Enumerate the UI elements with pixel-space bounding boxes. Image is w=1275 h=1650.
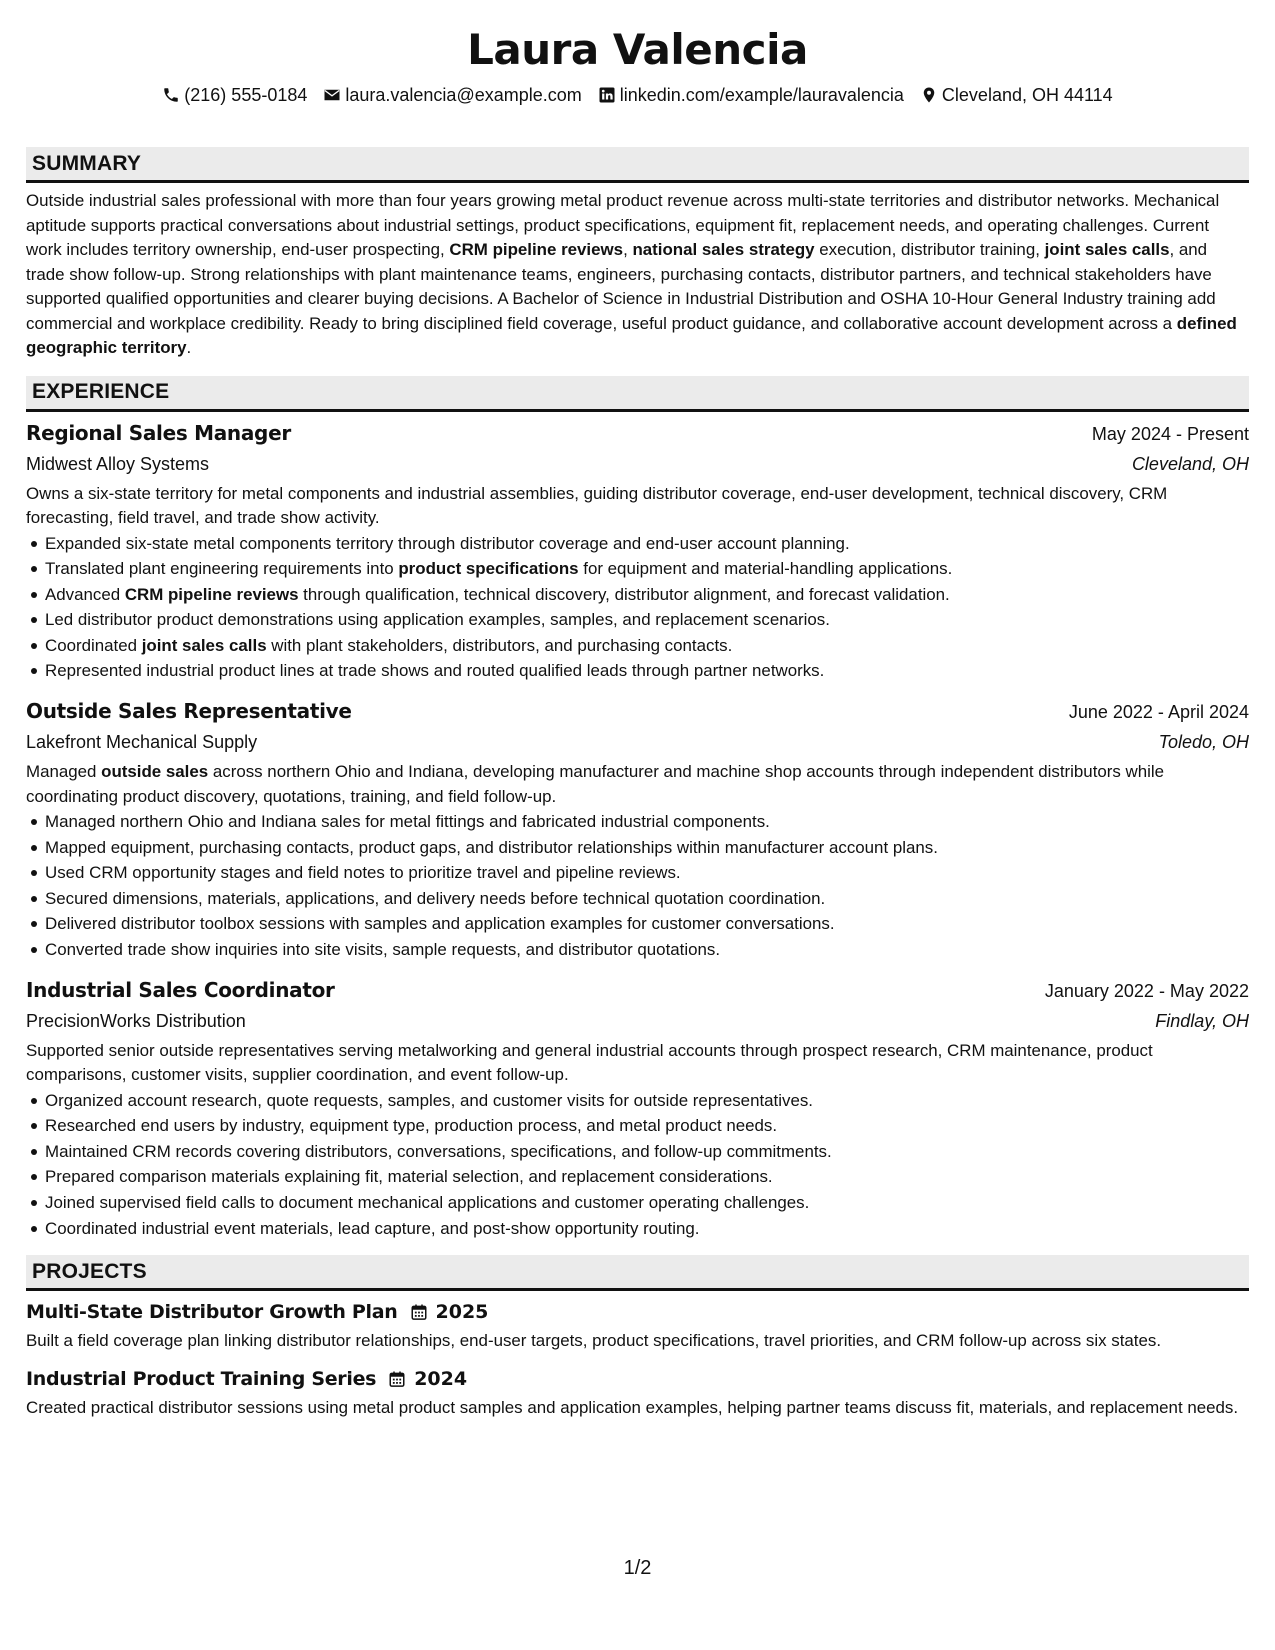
job-title-row — [26, 418, 1249, 449]
job-entry — [26, 696, 1249, 963]
bold-keyword: national sales strategy — [632, 240, 815, 259]
job-company-row — [26, 449, 1249, 479]
project-description: Created practical distributor sessions using metal product samples and application examples, helping partner teams discuss fit, materials, and replacement needs. — [26, 1397, 1239, 1417]
projects-section — [26, 1255, 1249, 1420]
bullet-item — [45, 937, 1249, 963]
text-segment: Managed northern Ohio and Indiana sales for metal fittings and fabricated industrial components. — [45, 812, 770, 832]
summary-section — [26, 147, 1249, 361]
text-segment: for equipment and material-handling applications. — [578, 559, 953, 579]
text-segment: Delivered distributor toolbox sessions with samples and application examples for customer conversations. — [45, 914, 835, 934]
job-title: Regional Sales Manager — [26, 420, 291, 445]
calendar-icon — [410, 1303, 428, 1321]
candidate-name: Laura Valencia — [467, 25, 808, 74]
bullet-item — [45, 1139, 1249, 1165]
job-description — [26, 760, 1249, 809]
bullet-item — [45, 1088, 1249, 1114]
text-segment: Coordinated industrial event materials, lead capture, and post-show opportunity routing. — [45, 1218, 700, 1238]
text-segment: Maintained CRM records covering distributors, conversations, specifications, and follow-up commitments. — [45, 1141, 832, 1161]
text-segment: Prepared comparison materials explaining fit, material selection, and replacement considerations. — [45, 1167, 773, 1187]
text-segment: Joined supervised field calls to document mechanical applications and customer operating challenges. — [45, 1193, 810, 1212]
text-segment: Outside industrial sales professional with more than four years growing metal product revenue across multi-state territories and distributor networks. Mechanical aptitude supports practical conversations about industrial settings, product specifications, equipment fit, replacement needs, and operating challenges. Current work includes territory ownership, end-user prospecting, — [26, 191, 1220, 259]
text-segment: across northern Ohio and Indiana, developing manufacturer and machine shop accounts through independent distributors while coordinating product discovery, quotations, training, and field follow-up. — [26, 762, 1165, 806]
text-segment: , and trade show follow-up. Strong relationships with plant maintenance teams, engineers, purchasing contacts, distributor partners, and technical stakeholders have supported qualified opportunities and clearer buying decisions. A Bachelor of Science in Industrial Distribution and OSHA 10-Hour General Industry training add commercial and workplace credibility. Ready to bring disciplined field coverage, useful product guidance, and collaborative account development across a — [26, 240, 1216, 333]
contact-location — [920, 85, 1113, 106]
text-segment: through qualification, technical discovery, distributor alignment, and forecast validation. — [298, 584, 950, 604]
project-year: 2024 — [414, 1367, 468, 1390]
bullet-item — [45, 556, 1249, 582]
linkedin-link[interactable]: linkedin.com/example/lauravalencia — [619, 84, 904, 105]
map-pin-icon — [920, 86, 938, 104]
project-entry — [26, 1364, 1249, 1421]
bold-keyword: outside sales — [101, 762, 209, 782]
job-bullets — [26, 809, 1249, 963]
job-title-row — [26, 975, 1249, 1006]
text-segment: Advanced — [45, 584, 125, 604]
project-header — [26, 1297, 1249, 1327]
bold-keyword: defined geographic territory — [26, 313, 1237, 357]
text-segment: Expanded six-state metal components territory through distributor coverage and end-user account planning. — [45, 533, 850, 553]
job-company-row — [26, 1006, 1249, 1036]
text-segment: Supported senior outside representatives serving metalworking and general industrial accounts through prospect research, CRM maintenance, product comparisons, customer visits, supplier coordination, and event follow-up. — [26, 1040, 1153, 1085]
text-segment: , — [623, 240, 633, 259]
bullet-item — [45, 658, 1249, 684]
phone-text: (216) 555-0184 — [184, 84, 308, 105]
bold-keyword: joint sales calls — [141, 635, 267, 655]
text-segment: Researched end users by industry, equipment type, production process, and metal product needs. — [45, 1116, 778, 1136]
phone-icon — [162, 86, 180, 104]
bullet-item — [45, 809, 1249, 835]
experience-heading: EXPERIENCE — [26, 376, 1249, 412]
project-title: Multi-State Distributor Growth Plan — [26, 1301, 398, 1324]
project-year: 2025 — [435, 1301, 489, 1324]
text-segment: Represented industrial product lines at trade shows and routed qualified leads through partner networks. — [45, 661, 825, 681]
text-segment: Coordinated — [45, 635, 142, 655]
job-description — [26, 482, 1249, 531]
experience-section — [26, 376, 1249, 1242]
job-entry — [26, 418, 1249, 685]
text-segment: . — [186, 338, 192, 357]
text-segment: Translated plant engineering requirements into — [45, 559, 399, 579]
bold-keyword: CRM pipeline reviews — [449, 240, 624, 259]
bold-keyword: product specifications — [398, 559, 579, 579]
job-company: PrecisionWorks Distribution — [26, 1010, 246, 1031]
bullet-item — [45, 531, 1249, 557]
bullet-item — [45, 1216, 1249, 1242]
bold-keyword: joint sales calls — [1044, 240, 1170, 259]
text-segment: Owns a six-state territory for metal components and industrial assemblies, guiding distributor coverage, end-user development, technical discovery, CRM forecasting, field travel, and trade show activity. — [26, 483, 1168, 527]
text-segment: with plant stakeholders, distributors, and purchasing contacts. — [266, 635, 733, 655]
job-bullets — [26, 531, 1249, 685]
bullet-item — [45, 911, 1249, 937]
bold-keyword: CRM pipeline reviews — [124, 584, 299, 604]
page-number: 1/2 — [623, 1557, 652, 1579]
job-entry — [26, 975, 1249, 1242]
jobs-list — [26, 418, 1249, 1242]
bullet-item — [45, 860, 1249, 886]
text-segment: Managed — [26, 762, 102, 782]
linkedin-icon — [598, 86, 616, 104]
project-description: Built a field coverage plan linking distributor relationships, end-user targets, product specifications, travel priorities, and CRM follow-up across six states. — [26, 1331, 1162, 1351]
project-header — [26, 1364, 1249, 1394]
envelope-icon — [323, 86, 341, 104]
contact-phone — [162, 85, 307, 106]
text-segment: Secured dimensions, materials, applications, and delivery needs before technical quotation coordination. — [45, 888, 826, 908]
job-title: Industrial Sales Coordinator — [26, 977, 335, 1002]
job-dates: June 2022 - April 2024 — [1068, 702, 1249, 723]
calendar-icon — [388, 1370, 406, 1388]
job-company: Lakefront Mechanical Supply — [26, 732, 258, 753]
text-segment: Converted trade show inquiries into site visits, sample requests, and distributor quotations. — [45, 940, 721, 960]
summary-paragraph — [26, 189, 1249, 361]
job-company: Midwest Alloy Systems — [26, 453, 210, 474]
resume-page — [26, 0, 1249, 1420]
bullet-item — [45, 1164, 1249, 1190]
contact-email[interactable] — [323, 85, 581, 106]
job-location: Cleveland, OH — [1131, 453, 1249, 474]
bullet-item — [45, 582, 1249, 608]
text-segment: Used CRM opportunity stages and field notes to prioritize travel and pipeline reviews. — [45, 863, 681, 883]
job-company-row — [26, 727, 1249, 757]
bullet-item — [45, 633, 1249, 659]
text-segment: Organized account research, quote requests, samples, and customer visits for outside representatives. — [45, 1090, 813, 1110]
location-text: Cleveland, OH 44114 — [941, 84, 1113, 105]
job-location: Findlay, OH — [1155, 1010, 1249, 1031]
job-title-row — [26, 696, 1249, 727]
email-link[interactable]: laura.valencia@example.com — [345, 84, 582, 105]
bullet-item — [45, 1190, 1249, 1216]
project-entry — [26, 1297, 1249, 1354]
job-bullets — [26, 1088, 1249, 1242]
project-title: Industrial Product Training Series — [26, 1367, 377, 1390]
text-segment: Mapped equipment, purchasing contacts, product gaps, and distributor relationships within manufacturer account plans. — [45, 837, 938, 857]
job-dates: January 2022 - May 2022 — [1044, 980, 1249, 1001]
projects-heading: PROJECTS — [26, 1255, 1249, 1291]
contact-linkedin[interactable] — [598, 85, 904, 106]
bullet-item — [45, 1113, 1249, 1139]
bullet-item — [45, 607, 1249, 633]
job-description — [26, 1039, 1249, 1088]
contact-bar — [26, 80, 1249, 110]
bullet-item — [45, 886, 1249, 912]
text-segment: Led distributor product demonstrations using application examples, samples, and replacement scenarios. — [45, 610, 830, 630]
job-dates: May 2024 - Present — [1091, 423, 1249, 444]
job-title: Outside Sales Representative — [26, 699, 352, 724]
text-segment: execution, distributor training, — [814, 240, 1045, 259]
projects-list — [26, 1297, 1249, 1420]
summary-heading: SUMMARY — [26, 147, 1249, 183]
job-location: Toledo, OH — [1158, 732, 1249, 753]
bullet-item — [45, 835, 1249, 861]
